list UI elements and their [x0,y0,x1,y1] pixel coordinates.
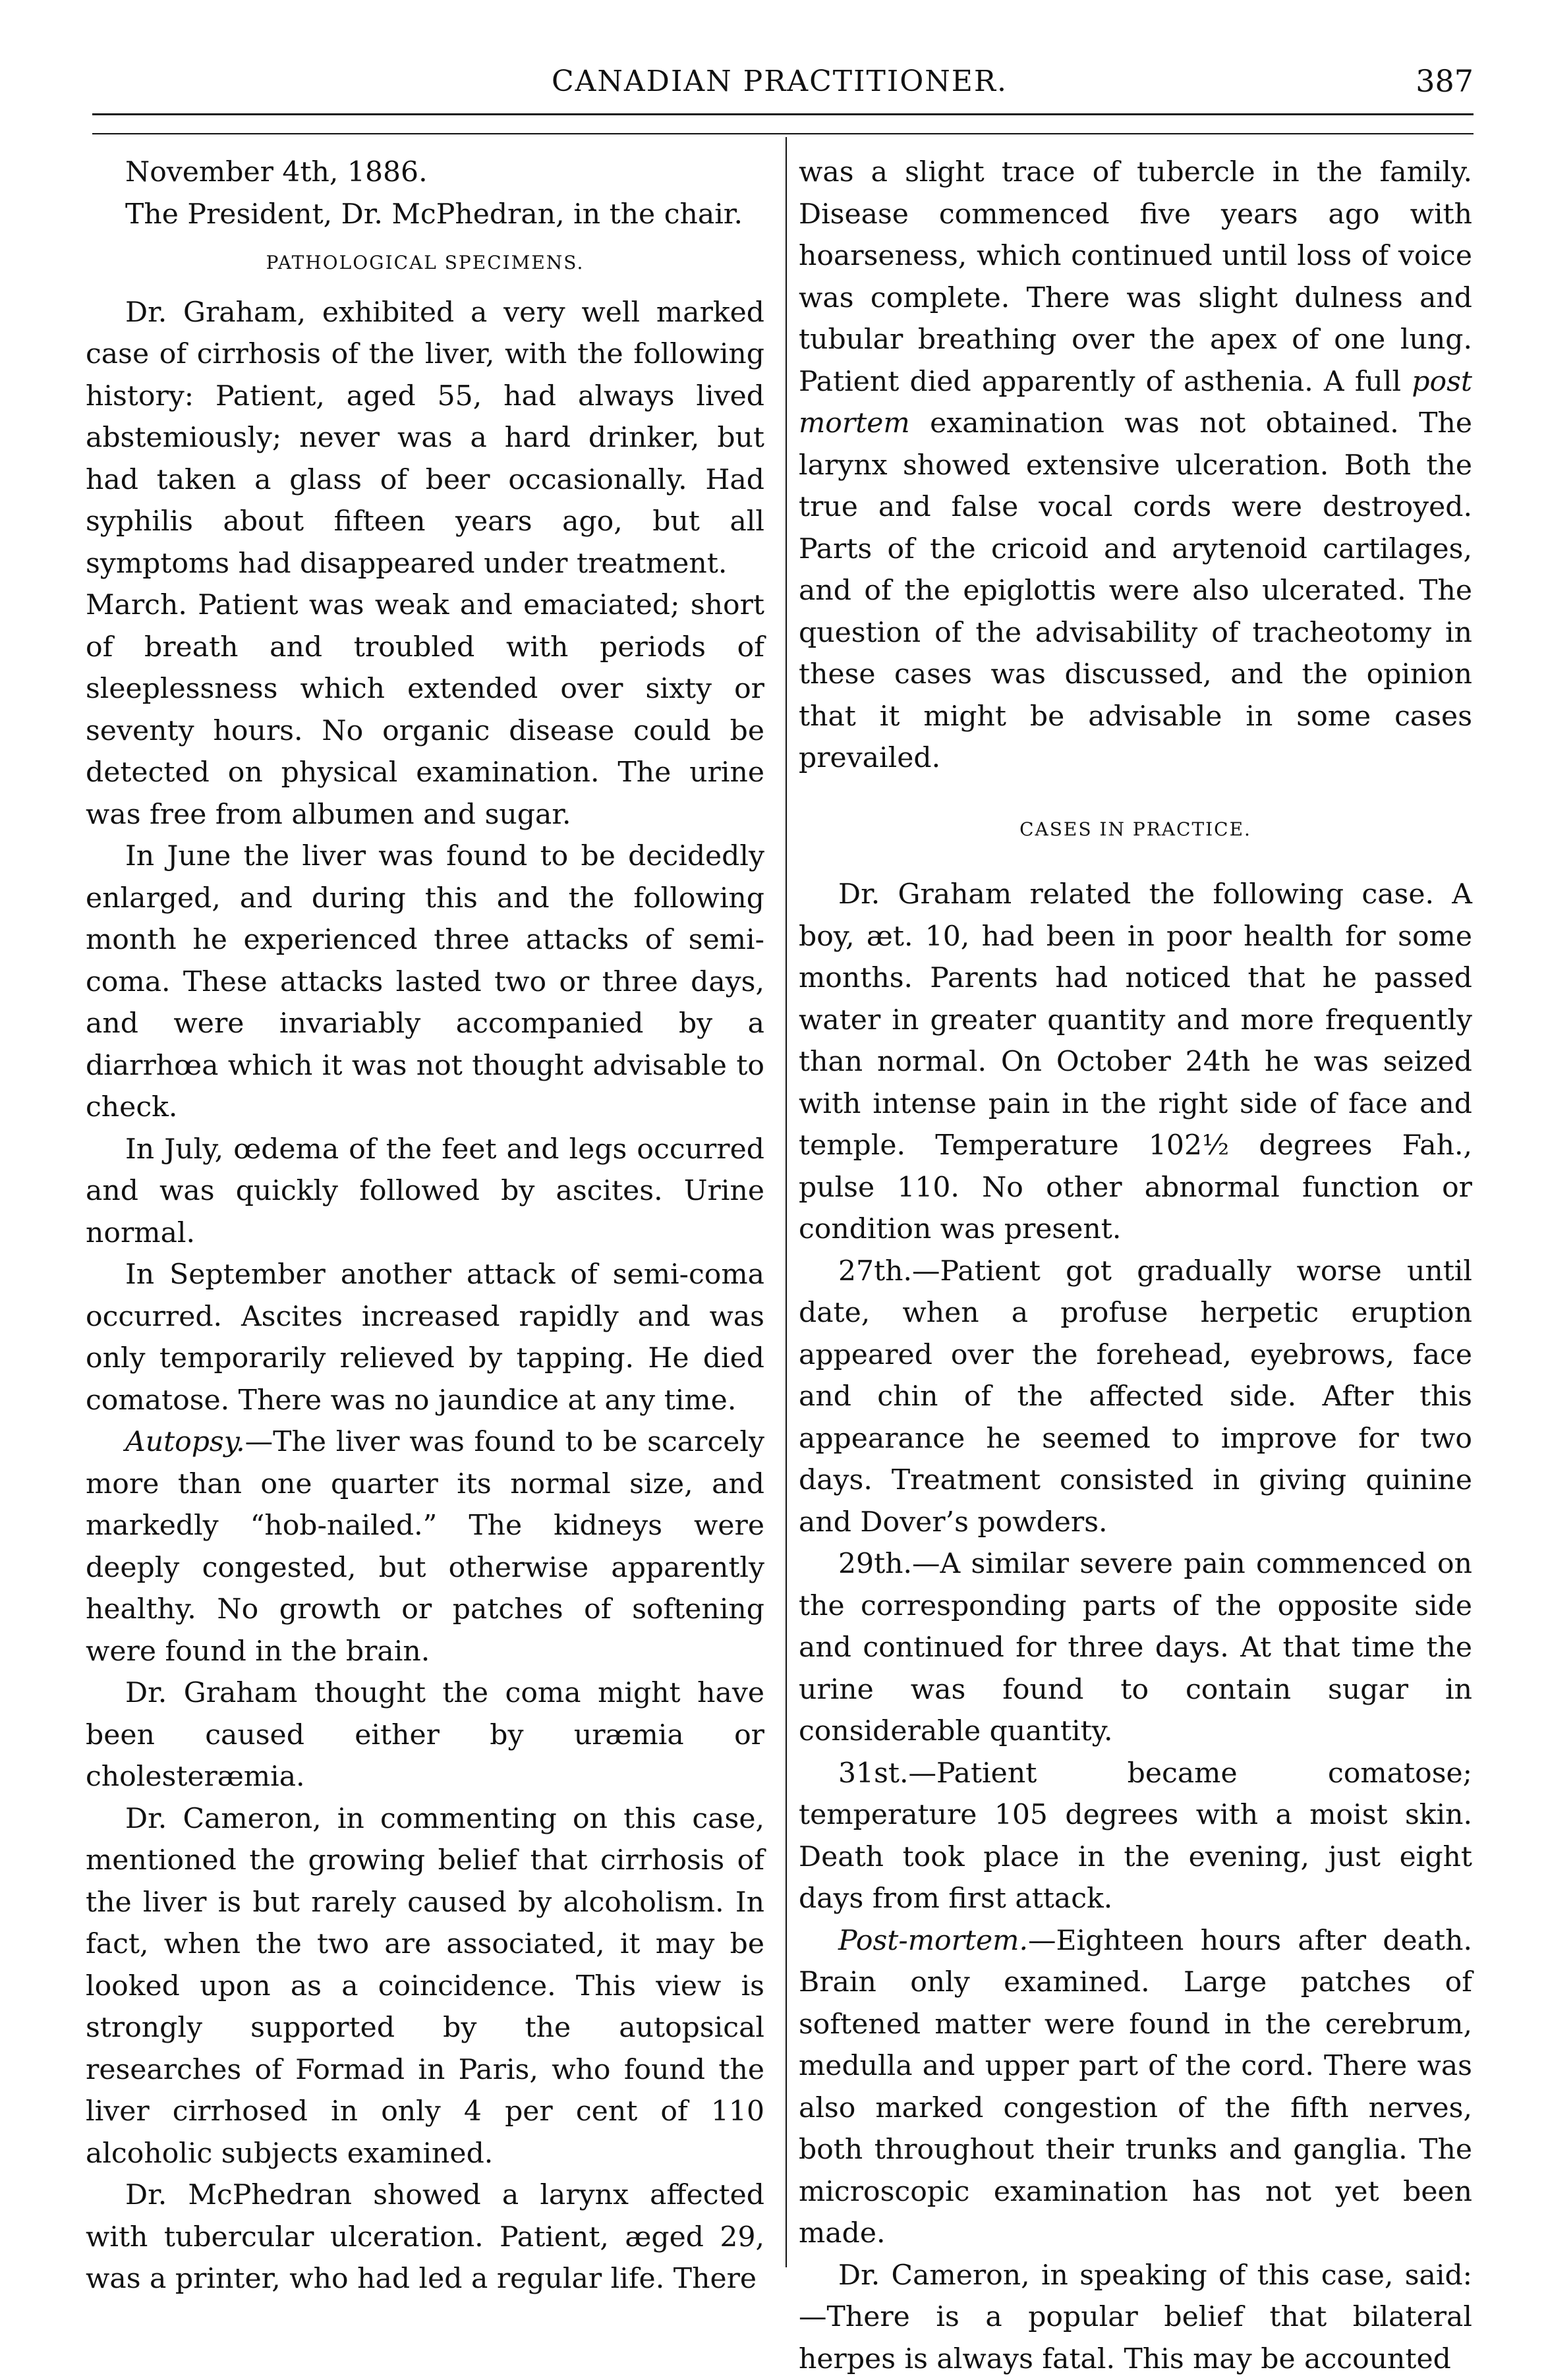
paragraph: March. Patient was weak and emaciated; short of breath and troubled with periods of sleeplessness which extended over sixty or seventy hours. No organic disease could be detected on physical examination. The urine was free from albumen and sugar. [86,584,764,836]
continued-text-2: examination was not obtained. The larynx showed extensive ulceration. Both the true and false vocal cords were destroyed. Parts of the cricoid and arytenoid cartilages, and of the epiglottis were also ulcerated. The question of the advisability of tracheotomy in these cases was discussed, and the opinion that it might be advisable in some cases prevailed. [799,407,1472,774]
paragraph: Dr. Cameron, in commenting on this case, mentioned the growing belief that cirrhosis of the liver is but rarely caused by alcoholism. In fact, when the two are associated, it may be looked upon as a coincidence. This view is strongly supported by the autopsical researches of Formad in Paris, who found the liver cirrhosed in only 4 per cent of 110 alcoholic subjects examined. [86,1798,764,2175]
section-heading-cases-in-practice: CASES IN PRACTICE. [799,808,1472,851]
header-rule-secondary [92,133,1474,134]
paragraph: Dr. Cameron, in speaking of this case, said:—There is a popular belief that bilateral herpes is always fatal. This may be accounted [799,2255,1472,2380]
paragraph: 31st.—Patient became comatose; temperature 105 degrees with a moist skin. Death took place in the evening, just eight days from first attack. [799,1753,1472,1920]
autopsy-paragraph [86,1421,764,1672]
page-number: 387 [1416,63,1474,99]
postmortem-label: Post-mortem. [838,1925,1028,1957]
autopsy-label: Autopsy. [125,1426,245,1458]
paragraph: 27th.—Patient got gradually worse until date, when a profuse herpetic eruption appeared over the forehead, eyebrows, face and chin of the affected side. After this appearance he seemed to improve for two days. Treatment consisted in giving quinine and Dover’s powders. [799,1251,1472,1544]
right-column [799,152,1472,2274]
chair-line: The President, Dr. McPhedran, in the chair. [86,194,764,236]
paragraph: Dr. McPhedran showed a larynx affected with tubercular ulceration. Patient, æged 29, was a printer, who had led a regular life. There [86,2174,764,2300]
paragraph: In June the liver was found to be decidedly enlarged, and during this and the following month he experienced three attacks of semi-coma. These attacks lasted two or three days, and were invariably accompanied by a diarrhœa which it was not thought advisable to check. [86,836,764,1129]
paragraph: In September another attack of semi-coma occurred. Ascites increased rapidly and was only temporarily relieved by tapping. He died comatose. There was no jaundice at any time. [86,1254,764,1421]
left-column [86,152,764,2274]
paragraph: 29th.—A similar severe pain commenced on the corresponding parts of the opposite side and continued for three days. At that time the urine was found to contain sugar in considerable quantity. [799,1543,1472,1753]
journal-title: CANADIAN PRACTITIONER. [86,65,1474,98]
postmortem-text: —Eighteen hours after death. Brain only examined. Large patches of softened matter were found in the cerebrum, medulla and upper part of the cord. There was also marked congestion of the fifth nerves, both throughout their trunks and ganglia. The microscopic examination has not yet been made. [799,1925,1472,2250]
continued-text: was a slight trace of tubercle in the family. Disease commenced five years ago with hoarseness, which continued until loss of voice was complete. There was slight dulness and tubular breathing over the apex of one lung. Patient died apparently of asthenia. A full [799,156,1472,398]
paragraph: Dr. Graham related the following case. A boy, æt. 10, had been in poor health for some months. Parents had noticed that he passed water in greater quantity and more frequently than normal. On October 24th he was seized with intense pain in the right side of face and temple. Temperature 102½ degrees Fah., pulse 110. No other abnormal function or condition was present. [799,874,1472,1251]
header-rule [92,113,1474,115]
postmortem-paragraph [799,1920,1472,2255]
paragraph: In July, œdema of the feet and legs occurred and was quickly followed by ascites. Urine normal. [86,1129,764,1255]
running-head [86,58,1474,104]
paragraph: Dr. Graham thought the coma might have been caused either by uræmia or cholesteræmia. [86,1672,764,1798]
paragraph: Dr. Graham, exhibited a very well marked case of cirrhosis of the liver, with the following history: Patient, aged 55, had always lived abstemiously; never was a hard drinker, but had taken a glass of beer occasionally. Had syphilis about fifteen years ago, but all symptoms had disappeared under treatment. [86,292,764,585]
continued-paragraph [799,152,1472,779]
post-mortem-italic: post mortem [799,366,1472,440]
meeting-date: November 4th, 1886. [86,152,764,194]
autopsy-text: —The liver was found to be scarcely more than one quarter its normal size, and markedly “hob-nailed.” The kidneys were deeply congested, but otherwise apparently healthy. No growth or patches of softening were found in the brain. [86,1426,764,1668]
column-divider [786,137,787,2267]
section-heading-pathological-specimens: PATHOLOGICAL SPECIMENS. [86,242,764,284]
